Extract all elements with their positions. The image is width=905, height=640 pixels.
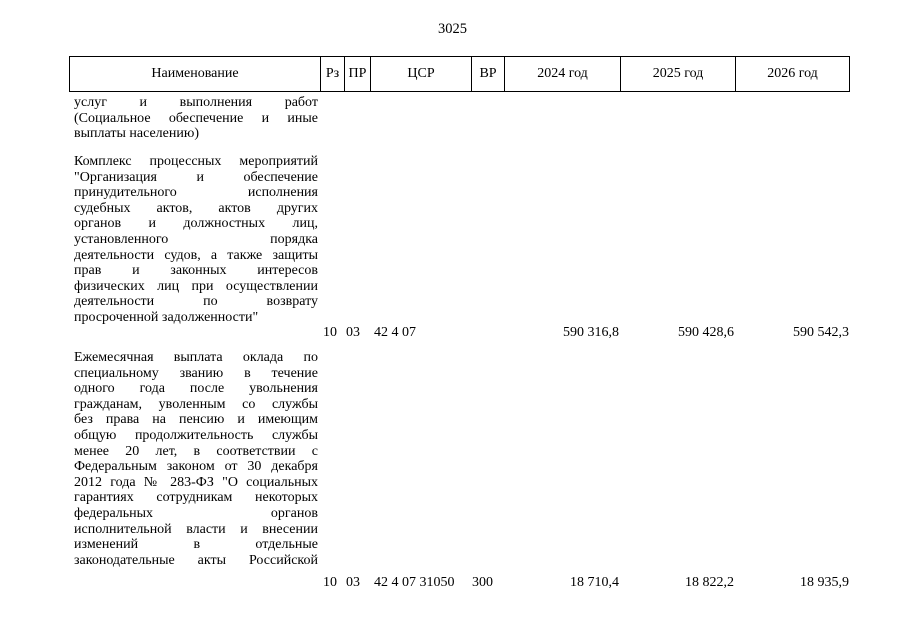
row-rz: 10	[323, 325, 337, 340]
row-name-line: (Социальное обеспечение и иные	[74, 110, 318, 126]
row-name-line: федеральных органов	[74, 505, 318, 521]
header-pr: ПР	[344, 57, 370, 91]
row-name-line: Комплекс процессных мероприятий	[74, 154, 318, 169]
row-rz: 10	[323, 575, 337, 590]
row-value-2024: 590 316,8	[563, 325, 619, 340]
row-name-line: Федеральным законом от 30 декабря	[74, 459, 318, 475]
row-csr: 42 4 07 31050	[374, 575, 455, 590]
row-name-line: законодательные акты Российской	[74, 552, 318, 568]
row-name-line: выплаты населению)	[74, 126, 199, 142]
header-name: Наименование	[151, 66, 239, 81]
row-name-line: органов и должностных лиц,	[74, 216, 318, 232]
row-name-line: менее 20 лет, в соответствии с	[74, 443, 318, 459]
row-name-line: принудительного исполнения	[74, 185, 318, 201]
row-pr: 03	[346, 575, 360, 590]
row-name-line: просроченной задолженности"	[74, 309, 259, 325]
row-name-line: без права на пенсию и имеющим	[74, 412, 318, 428]
table-header	[69, 56, 850, 92]
row-name-line: Ежемесячная выплата оклада по	[74, 350, 318, 365]
header-2024: 2024 год	[504, 57, 620, 91]
row-name-line: исполнительной власти и внесении	[74, 521, 318, 537]
row-name-line: одного года после увольнения	[74, 381, 318, 397]
row-name-line: изменений в отдельные	[74, 537, 318, 553]
header-2025: 2025 год	[620, 57, 735, 91]
row-name-line: гражданам, уволенным со службы	[74, 396, 318, 412]
table-row	[74, 350, 318, 568]
row-value-2024: 18 710,4	[570, 575, 619, 590]
header-rz: Рз	[320, 57, 344, 91]
header-2026: 2026 год	[735, 57, 849, 91]
row-name-line: судебных актов, актов других	[74, 200, 318, 216]
header-csr: ЦСР	[370, 57, 471, 91]
row-name-line: прав и законных интересов	[74, 263, 318, 279]
row-name-line: деятельности по возврату	[74, 294, 318, 310]
row-name-line: установленного порядка	[74, 231, 318, 247]
table-row	[74, 154, 318, 326]
table-row	[74, 95, 318, 142]
row-value-2026: 18 935,9	[800, 575, 849, 590]
row-name-line: 2012 года № 283-ФЗ "О социальных	[74, 474, 318, 490]
row-name-line: специальному званию в течение	[74, 365, 318, 381]
row-value-2025: 590 428,6	[678, 325, 734, 340]
row-vr: 300	[472, 575, 493, 590]
row-csr: 42 4 07	[374, 325, 416, 340]
row-value-2026: 590 542,3	[793, 325, 849, 340]
row-name-line: "Организация и обеспечение	[74, 169, 318, 185]
row-name-line: деятельности судов, а также защиты	[74, 247, 318, 263]
row-name-line: услуг и выполнения работ	[74, 95, 318, 110]
row-name-line: гарантиях сотрудникам некоторых	[74, 490, 318, 506]
row-name-line: общую продолжительность службы	[74, 427, 318, 443]
header-vr: ВР	[471, 57, 504, 91]
row-name-line: физических лиц при осуществлении	[74, 278, 318, 294]
page-number: 3025	[438, 21, 467, 37]
row-value-2025: 18 822,2	[685, 575, 734, 590]
row-pr: 03	[346, 325, 360, 340]
